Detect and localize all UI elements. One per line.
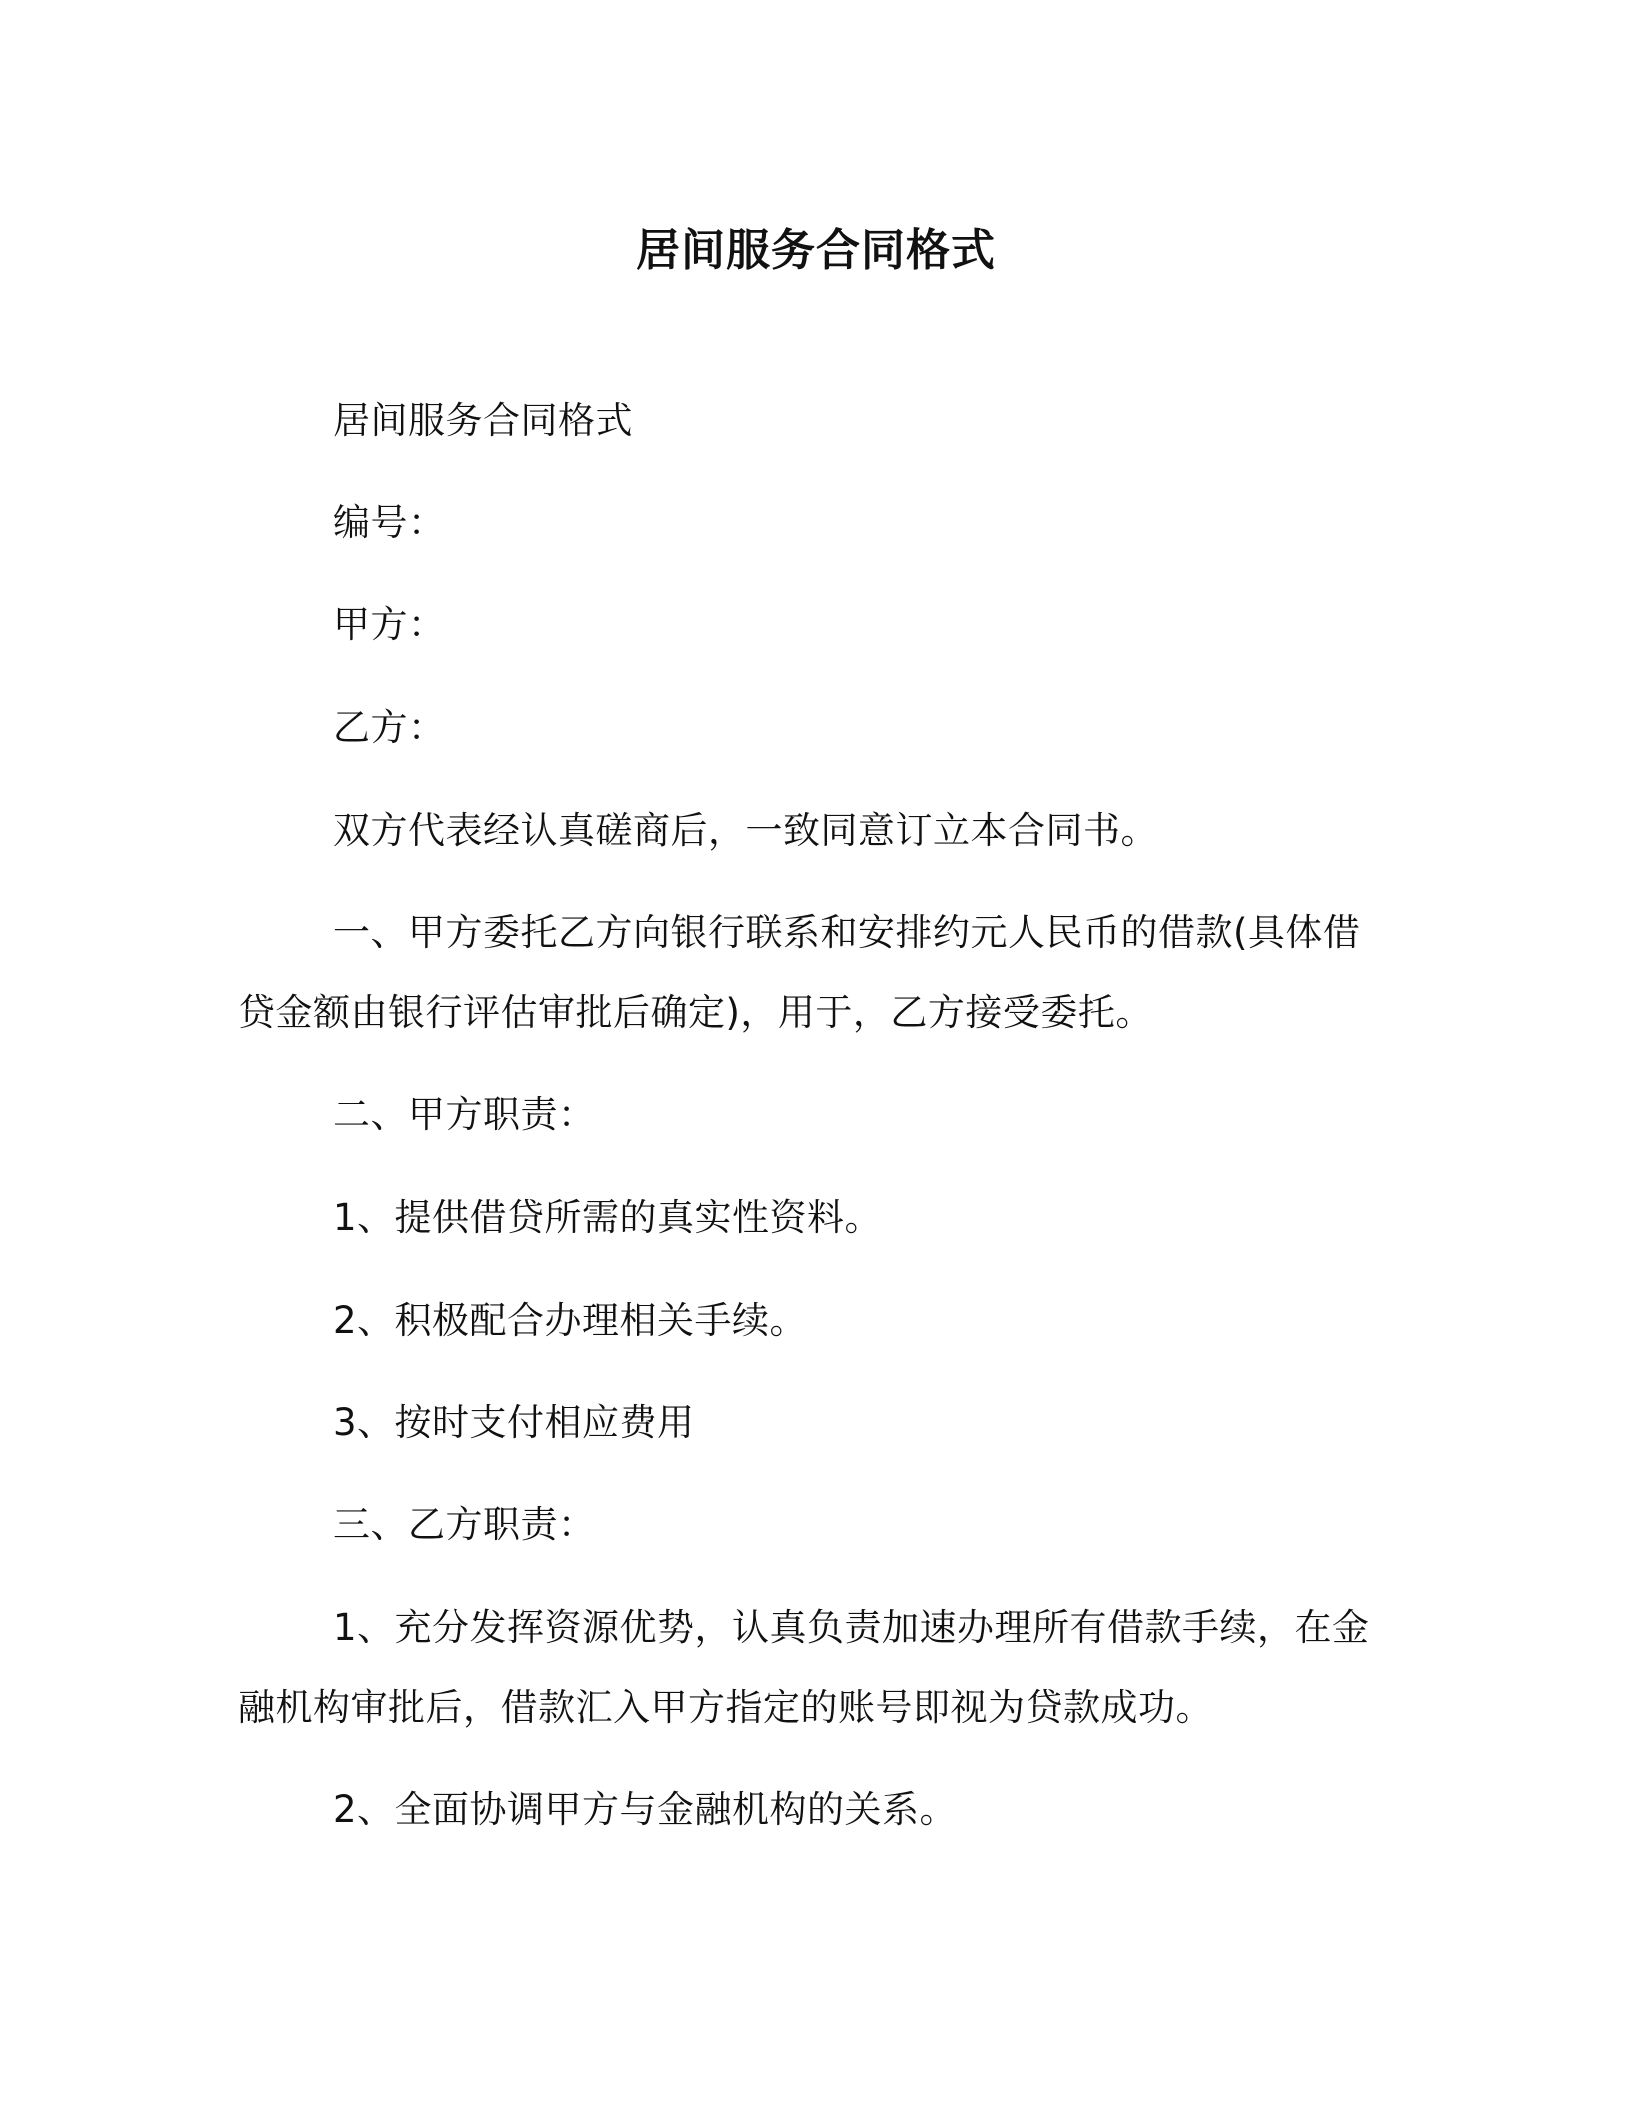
clause-1-line-1: 一、甲方委托乙方向银行联系和安排约元人民币的借款(具体借 [333,911,1361,954]
document-subtitle: 居间服务合同格式 [333,399,633,442]
clause-1-line-2: 贷金额由银行评估审批后确定)，用于，乙方接受委托。 [238,991,1153,1034]
intro-paragraph: 双方代表经认真磋商后，一致同意订立本合同书。 [333,809,1158,852]
clause-2-item: 1、提供借贷所需的真实性资料。 [333,1196,883,1239]
clause-2-heading: 二、甲方职责： [333,1093,596,1136]
clause-3-item-1-line-2: 融机构审批后，借款汇入甲方指定的账号即视为贷款成功。 [238,1686,1213,1729]
clause-3-item-2: 2、全面协调甲方与金融机构的关系。 [333,1788,958,1831]
field-number: 编号： [333,501,446,544]
clause-3-heading: 三、乙方职责： [333,1503,596,1546]
document-title: 居间服务合同格式 [636,225,996,276]
clause-2-item: 2、积极配合办理相关手续。 [333,1299,808,1342]
field-party-b: 乙方： [333,706,446,749]
clause-3-item-1-line-1: 1、充分发挥资源优势，认真负责加速办理所有借款手续，在金 [333,1606,1370,1649]
clause-2-item: 3、按时支付相应费用 [333,1401,695,1444]
field-party-a: 甲方： [333,603,446,646]
